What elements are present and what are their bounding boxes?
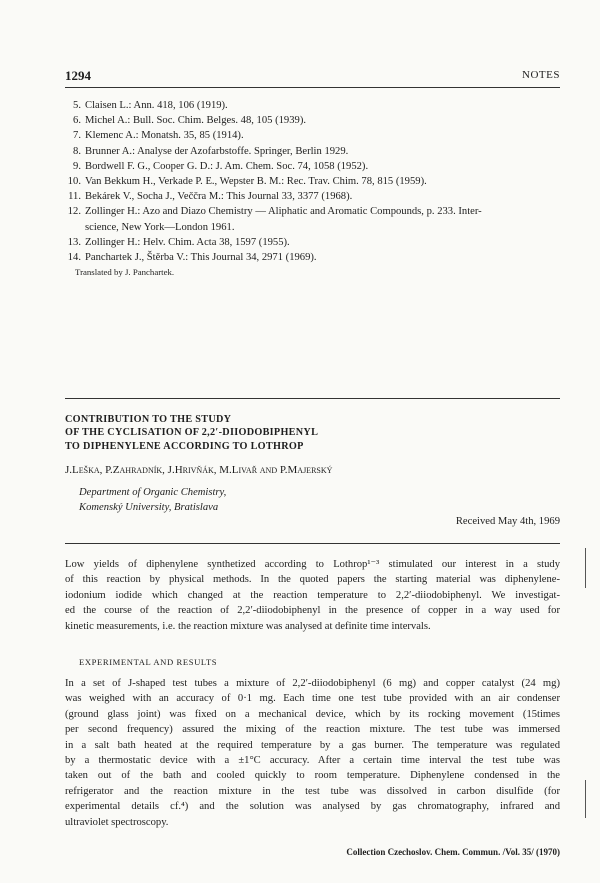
title-line: CONTRIBUTION TO THE STUDY	[65, 414, 232, 425]
text-line: (ground glass joint) was fixed on a mechanical device, which by its rocking movement (15times	[65, 708, 560, 720]
section-heading: EXPERIMENTAL AND RESULTS	[79, 657, 218, 667]
reference-item: 13. Zollinger H.: Helv. Chim. Acta 38, 1597 (1955).	[67, 236, 290, 248]
reference-text: Zollinger H.: Azo and Diazo Chemistry — Aliphatic and Aromatic Compounds, p. 233. Inter-	[85, 206, 482, 218]
reference-text: Van Bekkum H., Verkade P. E., Wepster B. M.: Rec. Trav. Chim. 78, 815 (1959).	[85, 176, 427, 188]
reference-text: Zollinger H.: Helv. Chim. Acta 38, 1597 (1955).	[85, 236, 290, 248]
reference-item: 12. Zollinger H.: Azo and Diazo Chemistry — Aliphatic and Aromatic Compounds, p. 233. Inter- science, New York—London 1961.	[65, 204, 560, 234]
reference-item: 11. Bekárek V., Socha J., Veččra M.: This Journal 33, 3377 (1968).	[68, 191, 353, 203]
reference-item: 9. Bordwell F. G., Cooper G. D.: J. Am. Chem. Soc. 74, 1058 (1952).	[73, 160, 369, 172]
reference-text-continued: science, New York—London 1961.	[85, 221, 235, 233]
section-name: NOTES	[522, 69, 560, 81]
text-line: experimental details cf.⁴) and the solution was analysed by gas chromatography, infrared and	[65, 801, 560, 813]
text-line: taken out of the bath and cooled quickly to room temperature. Diphenylene condensed in the	[65, 770, 560, 782]
text-line: ed the course of the reaction of 2,2′-diiodobiphenyl in the presence of copper in a way used for	[65, 605, 560, 617]
experimental-paragraph	[65, 676, 560, 830]
section-rule	[65, 398, 560, 399]
received-date: Received May 4th, 1969	[455, 516, 560, 527]
author-list: J.Leška, P.Zahradník, J.Hrivňák, M.Livař and P.Majerský	[65, 464, 333, 476]
article-title	[65, 413, 318, 453]
text-line: In a set of J-shaped test tubes a mixture of 2,2′-diiodobiphenyl (6 mg) and copper catalyst (24 mg)	[65, 678, 560, 689]
reference-text: Brunner A.: Analyse der Azofarbstoffe. Springer, Berlin 1929.	[85, 145, 349, 157]
intro-paragraph	[65, 557, 560, 634]
affiliation	[79, 485, 226, 515]
reference-item: 6. Michel A.: Bull. Soc. Chim. Belges. 48, 105 (1939).	[73, 115, 306, 127]
page-number: 1294	[65, 68, 91, 83]
text-line: refrigerator and the reaction mixture in the test tube was dissolved in carbon disulfide (for	[65, 785, 560, 797]
text-line: of this reaction by physical methods. In the quoted papers the starting material was diphenylene-	[65, 574, 560, 586]
reference-text: Klemenc A.: Monatsh. 35, 85 (1914).	[85, 130, 244, 142]
reference-text: Bordwell F. G., Cooper G. D.: J. Am. Chem. Soc. 74, 1058 (1952).	[85, 160, 369, 172]
text-line: was weighed with an accuracy of 0·1 mg. Each time one test tube provided with an air condenser	[65, 693, 560, 705]
reference-item: 5. Claisen L.: Ann. 418, 106 (1919).	[73, 100, 228, 111]
text-line: by a thermostatic device with a ±1°C accuracy. After a certain time interval the test tube was	[65, 755, 560, 767]
margin-mark	[585, 780, 586, 818]
margin-mark	[585, 548, 586, 588]
text-line: iodonium iodide which changed at the reaction temperature to 2,2′-diiodobiphenyl. We investigat-	[65, 589, 560, 601]
reference-text: Claisen L.: Ann. 418, 106 (1919).	[85, 100, 228, 111]
reference-item: 8. Brunner A.: Analyse der Azofarbstoffe. Springer, Berlin 1929.	[73, 145, 349, 157]
text-line: kinetic measurements, i.e. the reaction mixture was analysed at definite time intervals.	[65, 620, 431, 632]
affiliation-line: Department of Organic Chemistry,	[79, 487, 227, 498]
running-header	[65, 68, 560, 84]
text-line: Low yields of diphenylene synthetized according to Lothrop¹⁻³ stimulated our interest in a study	[65, 559, 560, 570]
header-rule	[65, 87, 560, 88]
abstract-rule	[65, 543, 560, 544]
reference-list	[65, 98, 560, 265]
translator-note: Translated by J. Panchartek.	[75, 267, 175, 277]
reference-text: Panchartek J., Štěrba V.: This Journal 34, 2971 (1969).	[85, 252, 317, 264]
reference-text: Michel A.: Bull. Soc. Chim. Belges. 48, 105 (1939).	[85, 115, 306, 127]
reference-item: 14. Panchartek J., Štěrba V.: This Journal 34, 2971 (1969).	[67, 252, 317, 264]
reference-item: 10. Van Bekkum H., Verkade P. E., Wepster B. M.: Rec. Trav. Chim. 78, 815 (1959).	[67, 176, 427, 188]
title-line: OF THE CYCLISATION OF 2,2′-DIIODOBIPHENYL	[65, 427, 319, 439]
affiliation-line: Komenský University, Bratislava	[79, 502, 219, 513]
text-line: ultraviolet spectroscopy.	[65, 816, 169, 828]
title-line: TO DIPHENYLENE ACCORDING TO LOTHROP	[65, 440, 304, 452]
text-line: per second frequency) assured the mixing of the reaction mixture. The test tube was immersed	[65, 724, 560, 736]
journal-footer: Collection Czechoslov. Chem. Commun. /Vol. 35/ (1970)	[346, 847, 560, 857]
reference-text: Bekárek V., Socha J., Veččra M.: This Journal 33, 3377 (1968).	[85, 191, 353, 203]
text-line: in a salt bath heated at the required temperature by a gas burner. The temperature was regulated	[65, 739, 560, 751]
reference-item: 7. Klemenc A.: Monatsh. 35, 85 (1914).	[73, 130, 244, 142]
